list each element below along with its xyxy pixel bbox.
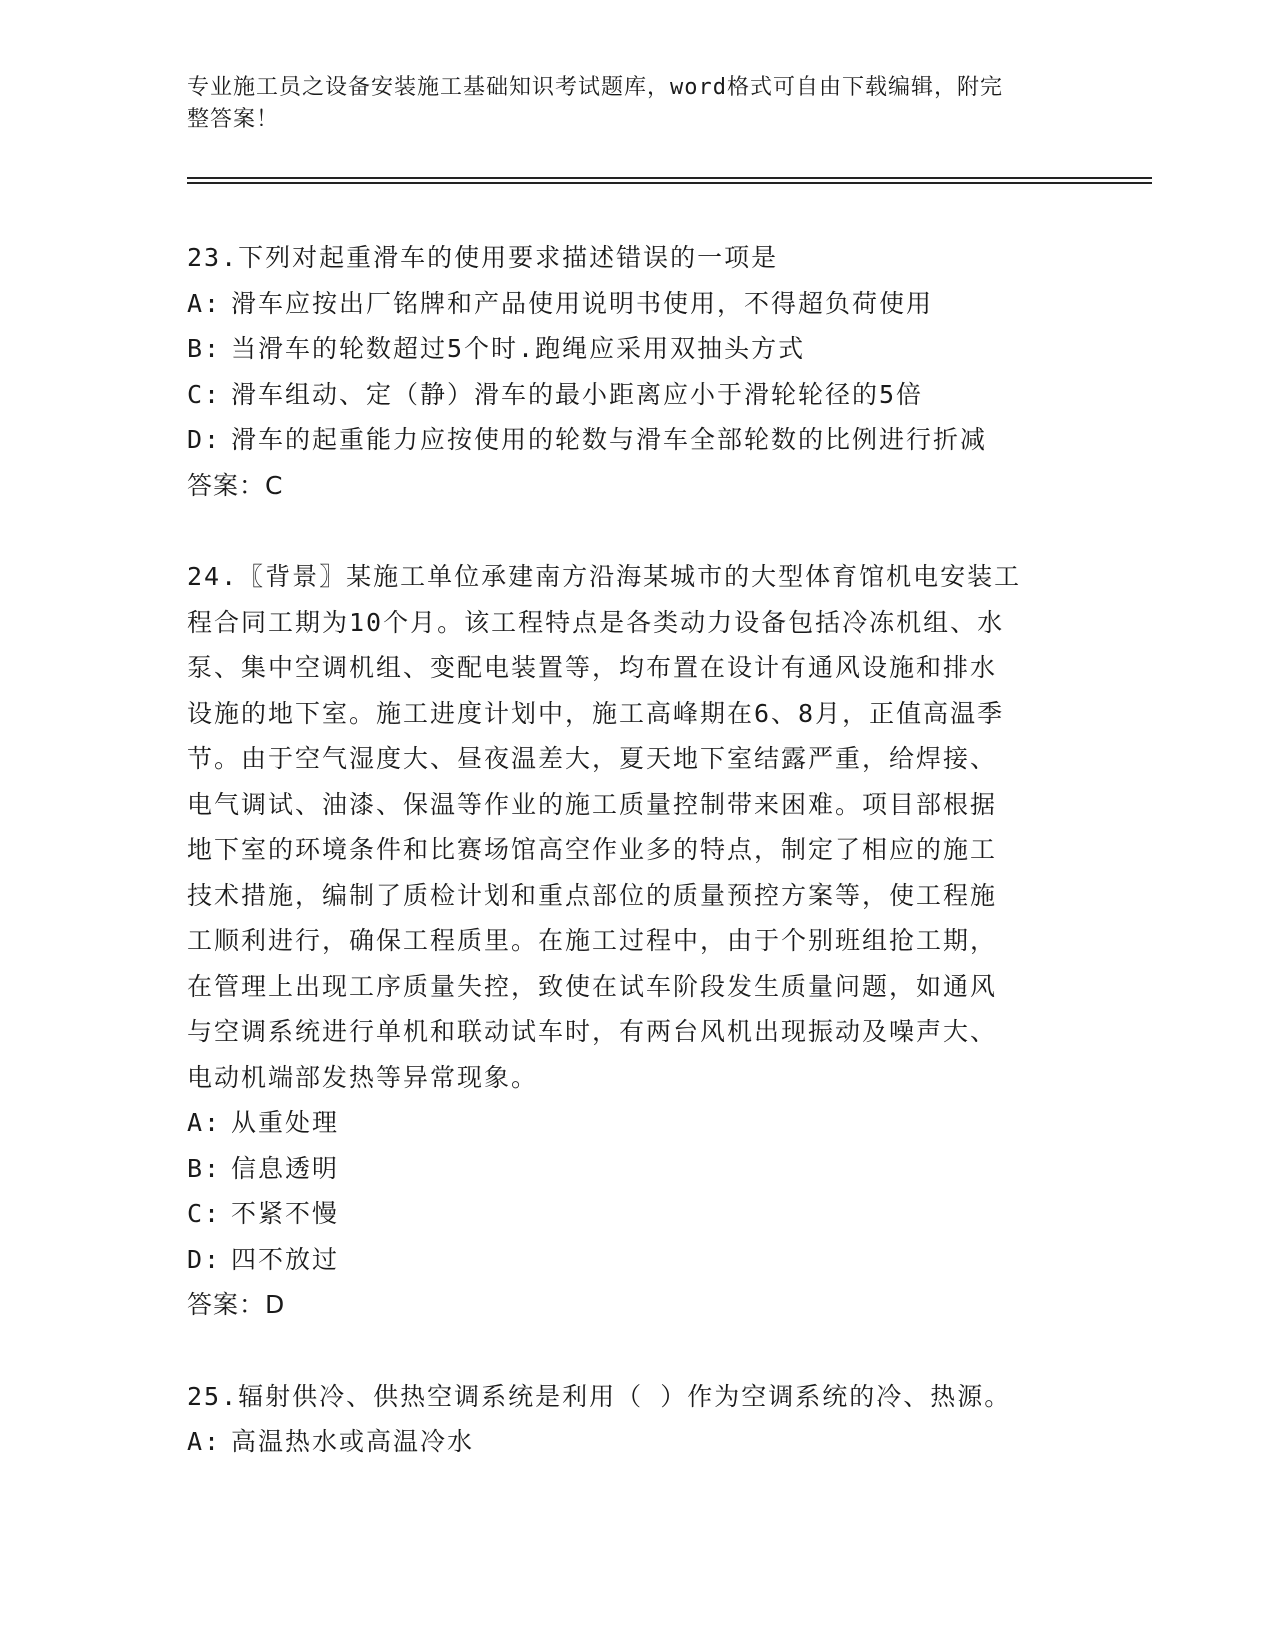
option-a [187, 1419, 1077, 1465]
option-letter: D: [187, 1244, 222, 1274]
option-letter: A: [187, 1108, 222, 1137]
option-text: 四不放过 [231, 1244, 340, 1274]
document-header [187, 72, 1067, 136]
option-text: 从重处理 [231, 1108, 340, 1137]
option-text: 高温热水或高温冷水 [231, 1427, 475, 1456]
question-24 [187, 554, 1077, 1328]
option-text: 当滑车的轮数超过5个时.跑绳应采用双抽头方式 [231, 334, 806, 363]
option-letter: B: [187, 1153, 222, 1183]
option-a [187, 1100, 1077, 1146]
option-a [187, 281, 1077, 327]
header-line-2: 整答案！ [187, 107, 280, 132]
question-23 [187, 235, 1077, 508]
option-d [187, 1237, 1077, 1283]
question-text: 23.下列对起重滑车的使用要求描述错误的一项是 [187, 243, 779, 272]
question-text-line: 电动机端部发热等异常现象。 [187, 1062, 539, 1092]
question-text-line: 工顺利进行，确保工程质里。在施工过程中，由于个别班组抢工期， [187, 926, 998, 955]
question-text-line: 设施的地下室。施工进度计划中，施工高峰期在6、8月，正值高温季 [187, 698, 1005, 728]
option-text: 滑车组动、定（静）滑车的最小距离应小于滑轮轮径的5倍 [231, 379, 924, 409]
option-b [187, 1146, 1077, 1192]
option-letter: D: [187, 425, 222, 454]
question-text-line: 电气调试、油漆、保温等作业的施工质量控制带来困难。项目部根据 [187, 789, 998, 819]
header-divider-top [187, 177, 1152, 179]
option-text: 滑车的起重能力应按使用的轮数与滑车全部轮数的比例进行折减 [231, 425, 988, 454]
answer-text: 答案：D [187, 1290, 286, 1319]
question-text-line: 泵、集中空调机组、变配电装置等，均布置在设计有通风设施和排水 [187, 653, 998, 682]
option-c [187, 1191, 1077, 1237]
option-text: 不紧不慢 [231, 1199, 340, 1228]
question-text-line: 在管理上出现工序质量失控，致使在试车阶段发生质量问题，如通风 [187, 971, 998, 1001]
question-text-line: 程合同工期为10个月。该工程特点是各类动力设备包括冷冻机组、水 [187, 607, 1005, 637]
option-c [187, 372, 1077, 418]
question-text-line: 节。由于空气湿度大、昼夜温差大，夏天地下室结露严重，给焊接、 [187, 744, 998, 773]
question-text-line: 技术措施，编制了质检计划和重点部位的质量预控方案等，使工程施 [187, 880, 998, 910]
option-d [187, 417, 1077, 463]
header-line-1: 专业施工员之设备安装施工基础知识考试题库，word格式可自由下载编辑，附完 [187, 75, 1003, 100]
question-text-line: 24.〖背景〗某施工单位承建南方沿海某城市的大型体育馆机电安装工 [187, 562, 1022, 591]
option-letter: C: [187, 379, 222, 409]
question-text [187, 554, 1077, 1100]
option-letter: A: [187, 1427, 222, 1456]
option-b [187, 326, 1077, 372]
question-text-line: 地下室的环境条件和比赛场馆高空作业多的特点，制定了相应的施工 [187, 835, 998, 864]
answer-text: 答案：C [187, 470, 284, 500]
question-text: 25.辐射供冷、供热空调系统是利用（ ）作为空调系统的冷、热源。 [187, 1381, 1012, 1411]
option-letter: B: [187, 334, 222, 363]
question-text-line: 与空调系统进行单机和联动试车时，有两台风机出现振动及噪声大、 [187, 1017, 998, 1046]
question-25 [187, 1374, 1077, 1465]
option-text: 滑车应按出厂铭牌和产品使用说明书使用，不得超负荷使用 [231, 288, 934, 318]
header-divider-bottom [187, 182, 1152, 184]
option-letter: C: [187, 1199, 222, 1228]
question-list [187, 235, 1077, 1511]
option-letter: A: [187, 288, 222, 318]
option-text: 信息透明 [231, 1153, 340, 1183]
